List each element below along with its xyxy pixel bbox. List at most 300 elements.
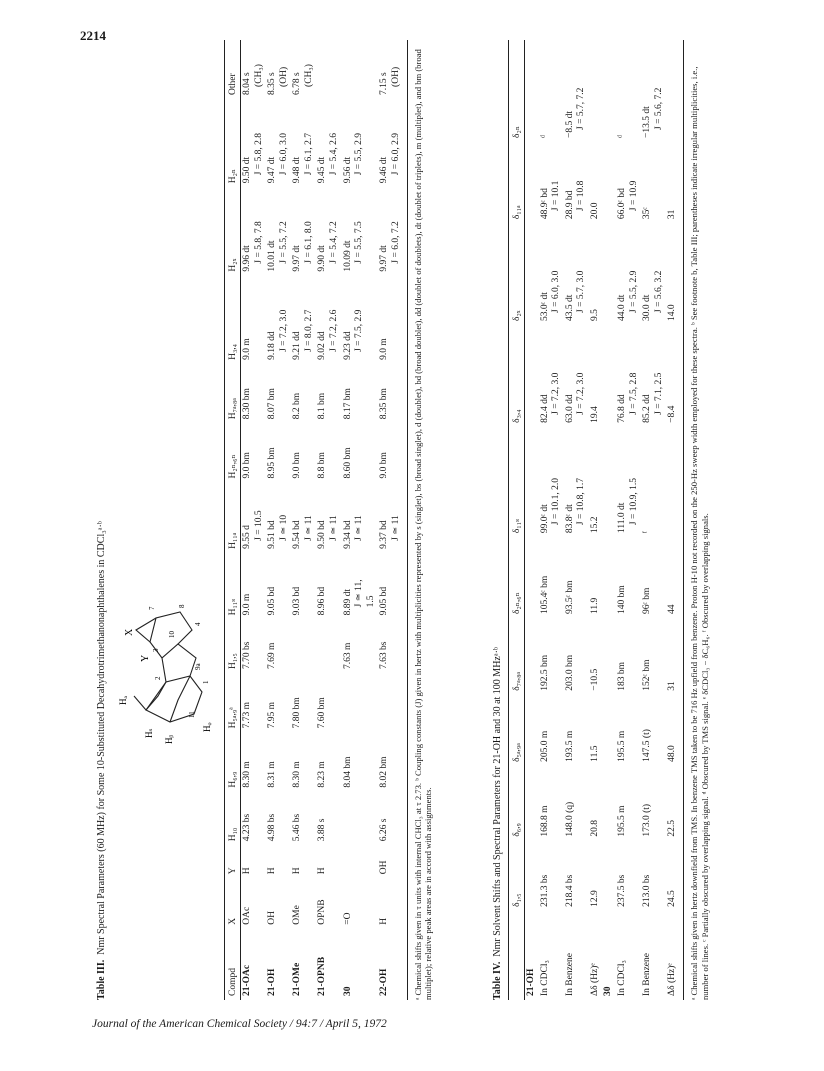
cell-value: 48.9ᶜ bd [539,188,550,220]
table-cell: −8.4 [666,325,683,427]
col-header: H₁₁ₐ [225,482,241,552]
cell-coupling: J = 5.4, 2.6 [329,132,340,176]
table-cell: 8.35 bm [378,364,407,423]
table-cell: 21-OAc [242,964,252,996]
table-cell: 192.5 bm [539,654,550,691]
table-cell: H [242,867,252,875]
cell-value: 9.34 bd [342,520,353,549]
table-cell [266,482,291,552]
table-iii-header-row [225,40,241,1000]
table-cell: 193.5 m [564,730,575,762]
h-q-label: Hᵩ [202,722,212,732]
cell-coupling: J = 7.2, 3.0 [551,372,562,415]
cell-coupling: J = 7.2, 3.0 [278,309,289,352]
col-header: H₁,₅ [225,619,241,673]
table-cell: 35ᶜ [642,207,653,220]
table-cell [342,673,379,732]
cell-coupling: J ≃ 11 [303,515,314,541]
table-cell [378,673,407,732]
table-row [616,40,641,1000]
table-cell [291,276,316,364]
cell-value: 9.50 bd [317,520,328,549]
table-cell: 205.0 m [539,730,550,762]
table-cell: 140 bm [617,585,628,614]
col-header: δ₆,₉ [509,766,525,841]
col-header: H₁₀ [225,792,241,846]
table-cell: 9.05 bd [267,586,278,616]
cell-coupling: J = 5.8, 2.8 [253,132,264,176]
table-cell [316,619,341,673]
table-cell: 8.17 bm [342,388,353,420]
table-iv-footnote: ᵃ Chemical shifts given in hertz downfield from TMS. In benzene TMS taken to be 716 Hz upfield from benzene. Proton H-10 not recorded on the 250-Hz sweep width employed for these spectra. ᵇ See footnote b, Table III; parentheses indicate irregular multiplicities, i.e., number of lines. ᶜ Partially obscured by overlapping signal. ᵈ Obscured by TMS signal. ᵉ δCDCl₃ − δC₆H₆. ᶠ Obscured by overlapping signals. [688,66,710,1000]
y-substituent-label: Y [140,654,151,662]
table-cell: 6.26 s [378,792,407,846]
table-cell: 48.0 [666,695,683,766]
col-header: δ₁,₅ [509,841,525,911]
table-cell [564,427,589,537]
col-header: H₇ₐ,₈ₐ [225,364,241,423]
atom-4-label: 4 [194,622,202,626]
cell-coupling: J = 10.1 [551,180,562,212]
table-cell [291,99,316,187]
table-cell: 195.5 m [617,730,628,762]
table-cell: 8.96 bd [317,586,328,616]
table-row [564,40,589,1000]
table-cell: OH [267,910,278,925]
cell-coupling: J = 5.8, 7.8 [253,221,264,264]
table-cell: −10.5 [589,668,600,691]
cell-value: 9.23 dd [342,331,353,360]
table-cell: 148.0 (q) [564,801,575,837]
table-cell: 7.70 bs [242,641,252,670]
table-cell [641,325,666,427]
table-cell: 9.0 bm [378,423,407,482]
table-cell [564,325,589,427]
table-cell: H [378,878,407,929]
table-cell [666,427,683,537]
journal-footer: Journal of the American Chemical Society / 94:7 / April 5, 1972 [92,1018,387,1030]
table-cell: 8.60 bm [342,447,353,479]
cell-coupling: J = 7.2, 3.0 [576,372,587,415]
table-cell: ᵈ [617,134,628,138]
table-cell [342,792,379,846]
cell-coupling: J = 7.5, 2.8 [628,372,639,415]
cell-value: 76.8 dd [617,394,628,423]
col-header: δ₃,₄ [509,325,525,427]
atom-1-label: 1 [202,680,210,684]
table-row [342,40,379,1000]
atom-10-label: 10 [168,631,176,638]
table-cell [342,99,379,187]
col-header: Other [225,40,241,99]
table-cell [291,187,316,275]
table-cell [616,142,641,223]
cell-value: 9.21 dd [292,331,303,360]
table-cell: 9.03 bd [292,586,303,616]
col-header: δ₂ₙ [509,40,525,142]
cell-coupling: J ≃ 11 [354,515,365,541]
cell-coupling: (CH₃) [303,64,314,87]
table-cell: 30 [342,986,353,996]
table-cell: 9.0 m [378,276,407,364]
atom-2-label: 2 [154,676,162,680]
h-a-label: Hₐ [118,696,128,705]
cell-value: 9.47 dt [267,156,278,184]
table-cell: 7.69 m [267,642,278,670]
cell-value: 9.18 dd [267,331,278,360]
table-cell: 96ᶜ bm [642,587,653,614]
table-cell [564,40,589,142]
table-cell [616,325,641,427]
cell-value: −8.5 dt [564,110,575,138]
table-cell [316,187,341,275]
table-cell: OH [378,845,407,878]
table-cell: H [317,867,328,875]
table-cell: 14.0 [666,223,683,325]
cell-coupling: J = 5.6, 3.2 [653,270,664,313]
table-cell [241,99,267,187]
table-cell: 8.30 m [292,761,303,788]
cell-coupling: (CH₃) [253,64,264,87]
table-cell: 22-OH [378,929,407,1000]
table-cell [378,482,407,552]
col-header: δ₁₁ₐ [509,142,525,223]
table-cell: 8.02 bm [378,732,407,791]
table-iii-title: Nmr Spectral Parameters (60 MHz) for Some 10-Substituted Decahydrotrimethanonaphthalenes in CDCl₃ᵃ·ᵇ [96,521,107,955]
table-row [316,40,341,1000]
table-cell: OMe [292,905,303,925]
cell-value: 6.78 s [292,72,303,95]
cell-value: 9.45 dt [317,156,328,184]
cell-value: 44.0 dt [617,294,628,321]
col-header: δ₂ₓ [509,223,525,325]
table-cell: H [267,867,278,875]
table-cell [564,142,589,223]
table-cell [539,223,564,325]
cell-value: 83.8ᶜ dt [564,504,575,534]
cell-value: 9.54 bd [292,520,303,549]
table-cell: Δδ (Hz)ᵉ [666,911,683,1000]
group-row [602,40,616,1000]
table-cell [342,553,379,620]
cell-value: 9.37 bd [379,520,390,549]
table-cell: 21-OH [267,968,278,996]
table-cell: Δδ (Hz)ᵉ [589,963,600,996]
h-b-label: Hᵦ [164,734,174,744]
cell-value: 30.0 dt [642,294,653,321]
table-cell: 44 [666,537,683,618]
cell-coupling: J ≃ 11 [329,515,340,541]
table-cell: 168.8 m [539,805,550,837]
table-cell: 9.5 [589,309,600,321]
cell-coupling: J ≃ 10 [278,514,289,541]
table-cell: 218.4 bs [564,874,575,907]
col-header: X [225,878,241,929]
table-cell: ᶠ [642,531,653,534]
col-header: H₂ₓ [225,187,241,275]
table-cell: 105.4ᶜ bm [539,575,550,614]
cell-value: 10.09 dt [342,240,353,272]
cell-value: −13.5 dt [642,106,653,138]
table-cell: 237.5 bs [617,874,628,907]
table-cell: 19.4 [589,406,600,423]
cell-coupling: J = 10.9 [628,180,639,212]
table-iv-body [525,40,684,1000]
table-cell: 147.5 (t) [642,729,653,762]
table-cell [241,482,267,552]
cell-coupling: J = 6.1, 2.7 [303,132,314,176]
table-cell: 7.80 bm [292,697,303,729]
col-header: H₆,₉ [225,732,241,791]
table-cell: 7.63 m [342,642,353,670]
table-cell: 173.0 (t) [642,803,653,837]
table-cell: 22.5 [666,766,683,841]
cell-value: 8.04 s [242,72,252,95]
cell-value: 9.02 dd [317,331,328,360]
table-cell: 11.5 [589,745,600,762]
table-cell [241,40,267,99]
col-header: H₃,₄ [225,276,241,364]
table-cell: 8.2 bm [292,392,303,420]
cell-coupling: J = 10.9, 1.5 [628,478,639,526]
table-cell: 9.0 bm [292,452,303,479]
table-iii-footnote: ᵃ Chemical shifts given in τ units with internal CHCl₃ at τ 2.73. ᵇ Coupling constants (J) given in hertz with multiplicities represented by s (singlet), bs (broad singlet), d (doublet), bd (broad doublet), dd (doublet of doublets), dt (doublet of triplets), m (multiplet), and bm (broad multiplet); relative peak areas are in accord with assignments. [412,49,434,1000]
table-cell [316,40,341,99]
col-header: δ₂ₙ,₆ₙ [509,537,525,618]
table-cell: 20.0 [589,202,600,220]
cell-value: 85.2 dd [642,394,653,423]
table-cell [266,276,291,364]
table-cell [291,619,316,673]
cell-coupling: J = 6.0, 3.0 [551,270,562,313]
table-cell: 31 [666,142,683,223]
table-cell: 183 bm [617,661,628,691]
table-cell [342,482,379,552]
cell-coupling: J = 5.5, 2.9 [628,270,639,313]
col-header: H₅ₐ,₉ᵃ [225,673,241,732]
table-cell [666,40,683,142]
table-cell: =O [342,912,353,925]
cell-value: 7.15 s [379,72,390,95]
table-cell: ᵈ [539,134,550,138]
decahydro-structure-drawing [112,562,224,762]
table-cell [316,99,341,187]
col-header: H₂ₙ,₆ₙ [225,423,241,482]
table-cell [539,427,564,537]
table-cell: 93.5ᶜ bm [564,580,575,614]
table-iv-block [492,40,742,1000]
cell-value: 111.0 dt [617,502,628,534]
structure-diagram [112,40,224,1000]
table-cell: 231.3 bs [539,874,550,907]
cell-coupling: J ≃ 11 [390,515,401,541]
table-cell: 3.88 s [317,818,328,842]
cell-value: 9.56 dt [342,156,353,184]
cell-coupling: J = 7.1, 2.5 [653,372,664,415]
atom-7-label: 7 [148,606,156,610]
atom-11-label: 11 [188,711,196,718]
cell-coupling: (OH) [390,66,401,87]
cell-coupling: J = 5.4, 7.2 [329,221,340,264]
table-cell: 20.8 [589,820,600,837]
table-row [539,40,564,1000]
table-cell: 9.0 m [242,593,252,616]
table-cell: 8.07 bm [267,388,278,420]
cell-value: 9.97 dt [292,245,303,272]
table-cell: 8.8 bm [317,452,328,479]
table-cell: In CDCl₃ [539,960,550,996]
col-header: Compd [225,929,241,1000]
cell-coupling: J ≃ 11, [354,579,365,608]
table-cell: 15.2 [589,516,600,534]
table-cell: 8.04 bm [342,756,353,788]
cell-value: 9.50 dt [242,156,252,184]
cell-coupling: J = 5.5, 2.9 [354,132,365,176]
table-cell: 8.31 m [267,761,278,788]
table-iv-caption [492,40,503,1000]
table-cell [589,40,603,142]
col-header: H₁₁ₛ [225,553,241,620]
table-row [291,40,316,1000]
table-iv-label: Table IV. [492,961,503,1000]
table-cell [241,187,267,275]
table-iii-label: Table III. [96,959,107,1000]
table-iv-title: Nmr Solvent Shifts and Spectral Parameters for 21-OH and 30 at 100 MHzᵃ·ᵇ [492,646,503,957]
cell-coupling: J = 10.5 [253,510,264,541]
table-cell [316,276,341,364]
cell-coupling: J = 6.1, 8.0 [303,221,314,264]
table-cell [291,40,316,99]
table-cell [342,40,379,99]
cell-coupling: J = 7.5, 2.9 [354,309,365,352]
table-cell [564,223,589,325]
cell-coupling: J = 7.2, 2.6 [329,309,340,352]
table-cell: 5.46 bs [292,813,303,842]
col-header: δ₇ₐ,₈ₐ [509,618,525,695]
col-header: δ₁₁ₛ [509,427,525,537]
table-cell: 24.5 [666,841,683,911]
cell-coupling: J = 5.5, 7.5 [354,221,365,264]
table-iii-block [96,40,442,1000]
h-s-label: Hₛ [144,728,154,738]
table-cell: H [292,867,303,875]
table-cell: 11.9 [589,597,600,614]
group-row [525,40,539,1000]
table-iii-caption [96,40,107,1000]
col-header: H₂ₙ [225,99,241,187]
table-cell: 8.1 bm [317,392,328,420]
table-cell [378,187,407,275]
table-row [641,40,666,1000]
x-substituent-label: X [124,628,135,636]
table-cell: In Benzene [564,953,575,996]
cell-value: 10.01 dt [267,240,278,272]
cell-coupling: J = 8.0, 2.7 [303,309,314,352]
cell-value: 63.0 dd [564,394,575,423]
table-cell [616,427,641,537]
cell-value: 9.96 dt [242,245,252,272]
table-cell [641,40,666,142]
atom-3-label: 3 [152,648,160,652]
cell-coupling: J = 5.7, 7.2 [576,87,587,130]
cell-coupling: (OH) [278,66,289,87]
table-cell: 9.05 bd [378,553,407,620]
table-cell: 7.95 m [267,701,278,729]
cell-value: 9.90 dt [317,245,328,272]
cell-value: 28.9 bd [564,190,575,220]
table-row [241,40,267,1000]
cell-value: 43.5 dt [564,294,575,321]
table-row [666,40,683,1000]
table-cell: 4.98 bs [267,813,278,842]
table-cell [539,142,564,223]
atom-8-label: 8 [178,604,186,608]
table-cell: 203.0 bm [564,654,575,691]
table-cell: 8.30 m [242,761,252,788]
table-cell: 7.63 bs [378,619,407,673]
cell-value: 82.4 dd [539,394,550,423]
table-cell: 7.60 bm [317,697,328,729]
page-number: 2214 [80,28,106,43]
cell-value: 9.97 dt [379,245,390,272]
cell-value: 8.89 dt [342,588,353,616]
cell-coupling: J = 6.0, 3.0 [278,132,289,176]
table-cell: 7.73 m [242,701,252,729]
table-cell: 213.0 bs [642,874,653,907]
table-cell: 9.0 m [242,338,252,360]
table-cell [266,187,291,275]
table-iv-header-row [509,40,525,1000]
table-cell [378,99,407,187]
cell-value: 66.0ᶜ bd [617,188,628,220]
col-header: δ₅ₐ,₉ₐ [509,695,525,766]
table-cell [342,187,379,275]
table-cell [539,325,564,427]
table-cell: 31 [666,618,683,695]
table-cell: 8.30 bm [242,388,252,420]
table-cell: OAc [242,906,252,925]
cell-value: 8.35 s [267,72,278,95]
cell-coupling: 1.5 [365,595,376,608]
cell-value: 99.0ᶜ dt [539,504,550,534]
table-cell: 12.9 [589,890,600,907]
table-cell: In CDCl₃ [617,960,628,996]
table-row [266,40,291,1000]
table-cell [378,40,407,99]
cell-coupling: J = 10.8 [576,180,587,212]
col-header [509,911,525,1000]
cell-coupling: J = 10.1, 2.0 [551,478,562,526]
table-cell: 8.23 m [317,761,328,788]
col-header: Y [225,845,241,878]
table-iv [508,40,684,1000]
cell-coupling: J = 5.5, 7.2 [278,221,289,264]
table-cell [342,845,379,878]
group-compound: 30 [603,986,614,996]
table-cell [641,223,666,325]
table-cell: 4.23 bs [242,813,252,842]
table-cell: In Benzene [642,953,653,996]
cell-coupling: J = 6.0, 7.2 [390,221,401,264]
table-cell [266,40,291,99]
table-cell: OPNB [317,899,328,925]
table-cell: 195.5 m [617,805,628,837]
table-cell: 152ᶜ bm [642,659,653,691]
table-cell: 9.0 bm [242,452,252,479]
table-cell [291,482,316,552]
cell-value: 9.55 d [242,525,252,549]
cell-coupling: J = 5.7, 3.0 [576,270,587,313]
